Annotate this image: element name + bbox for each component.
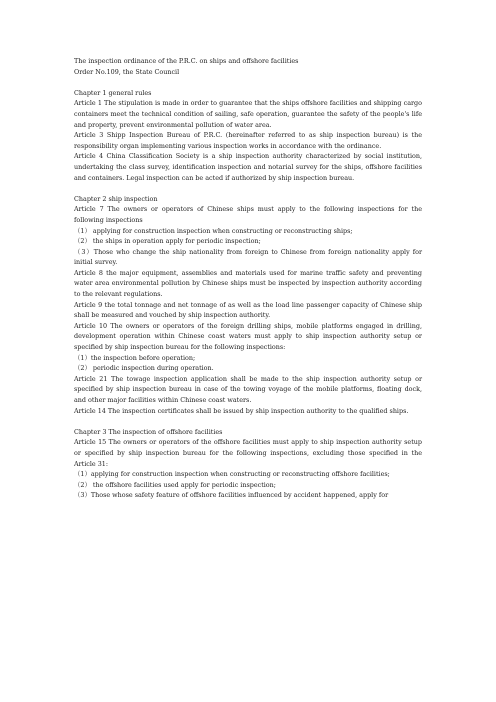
article-15: Article 15 The owners or operators of the offshore facilities must apply to ship inspection authority setup or specified by ship inspection bureau for the following inspections, excluding those specified in the Article 31: xyxy=(74,438,422,468)
article-15-item-2: （2） the offshore facilities used apply for periodic inspection; xyxy=(74,480,276,489)
article-15-item-1: （1）applying for construction inspection when constructing or reconstructing offshore facilities; xyxy=(74,470,390,479)
article-7: Article 7 The owners or operators of Chinese ships must apply to the following inspections for the following inspections xyxy=(74,205,422,224)
article-10-item-2: （2） periodic inspection during operation. xyxy=(74,364,214,373)
article-10-item-1: （1）the inspection before operation; xyxy=(74,353,196,362)
article-21: Article 21 The towage inspection application shall be made to the ship inspection authority setup or specified by ship inspection bureau in case of the towing voyage of the mobile platforms, floating dock, and other major facilities within Chinese coast waters. xyxy=(74,374,422,404)
spacer xyxy=(74,416,422,427)
article-7-item-1: （1） applying for construction inspection when constructing or reconstructing ships; xyxy=(74,226,353,235)
spacer xyxy=(74,77,422,88)
article-7-item-2: （2） the ships in operation apply for periodic inspection; xyxy=(74,237,261,246)
article-8: Article 8 the major equipment, assemblies and materials used for marine traffic safety and preventing water area environmental pollution by Chinese ships must be inspected by inspection authority according to the relevant regulations. xyxy=(74,268,422,299)
article-14: Article 14 The inspection certificates shall be issued by ship inspection authority to the qualified ships. xyxy=(74,406,409,415)
article-3: Article 3 Shipp Inspection Bureau of P.R.C. (hereinafter referred to as ship inspection bureau) is the responsibility organ implementing various inspection works in accordance with the ordinance. xyxy=(74,131,422,150)
order-number: Order No.109, the State Council xyxy=(74,67,180,76)
spacer xyxy=(74,183,422,194)
article-7-item-3: （3）Those who change the ship nationality from foreign to Chinese from foreign nationality apply for initial survey. xyxy=(74,247,422,267)
article-15-item-3: （3）Those whose safety feature of offshore facilities influenced by accident happened, apply for xyxy=(74,491,389,500)
document-page xyxy=(74,56,422,501)
article-4: Article 4 China Classification Society is a ship inspection authority characterized by social institution, undertaking the class survey, identification inspection and notarial survey for the ships, offshore facilities and containers. Legal inspection can be acted if authorized by ship inspection bureau. xyxy=(74,152,422,182)
article-1: Article 1 The stipulation is made in order to guarantee that the ships offshore facilities and shipping cargo containers meet the technical condition of sailing, safe operation, guarantee the safety of the people's life and property, prevent environmental pollution of water area. xyxy=(74,99,422,129)
document-title: The inspection ordinance of the P.R.C. on ships and offshore facilities xyxy=(74,57,299,65)
chapter-1-heading: Chapter 1 general rules xyxy=(74,88,152,97)
chapter-3-heading: Chapter 3 The inspection of offshore facilities xyxy=(74,427,223,436)
article-10: Article 10 The owners or operators of the foreign drilling ships, mobile platforms engaged in drilling, development operation within Chinese coast waters must apply to ship inspection authority setup or specified by ship inspection bureau for the following inspections: xyxy=(74,321,422,352)
chapter-2-heading: Chapter 2 ship inspection xyxy=(74,194,158,203)
article-9: Article 9 the total tonnage and net tonnage of as well as the load line passenger capacity of Chinese ship shall be measured and vouched by ship inspection authority. xyxy=(74,300,422,320)
